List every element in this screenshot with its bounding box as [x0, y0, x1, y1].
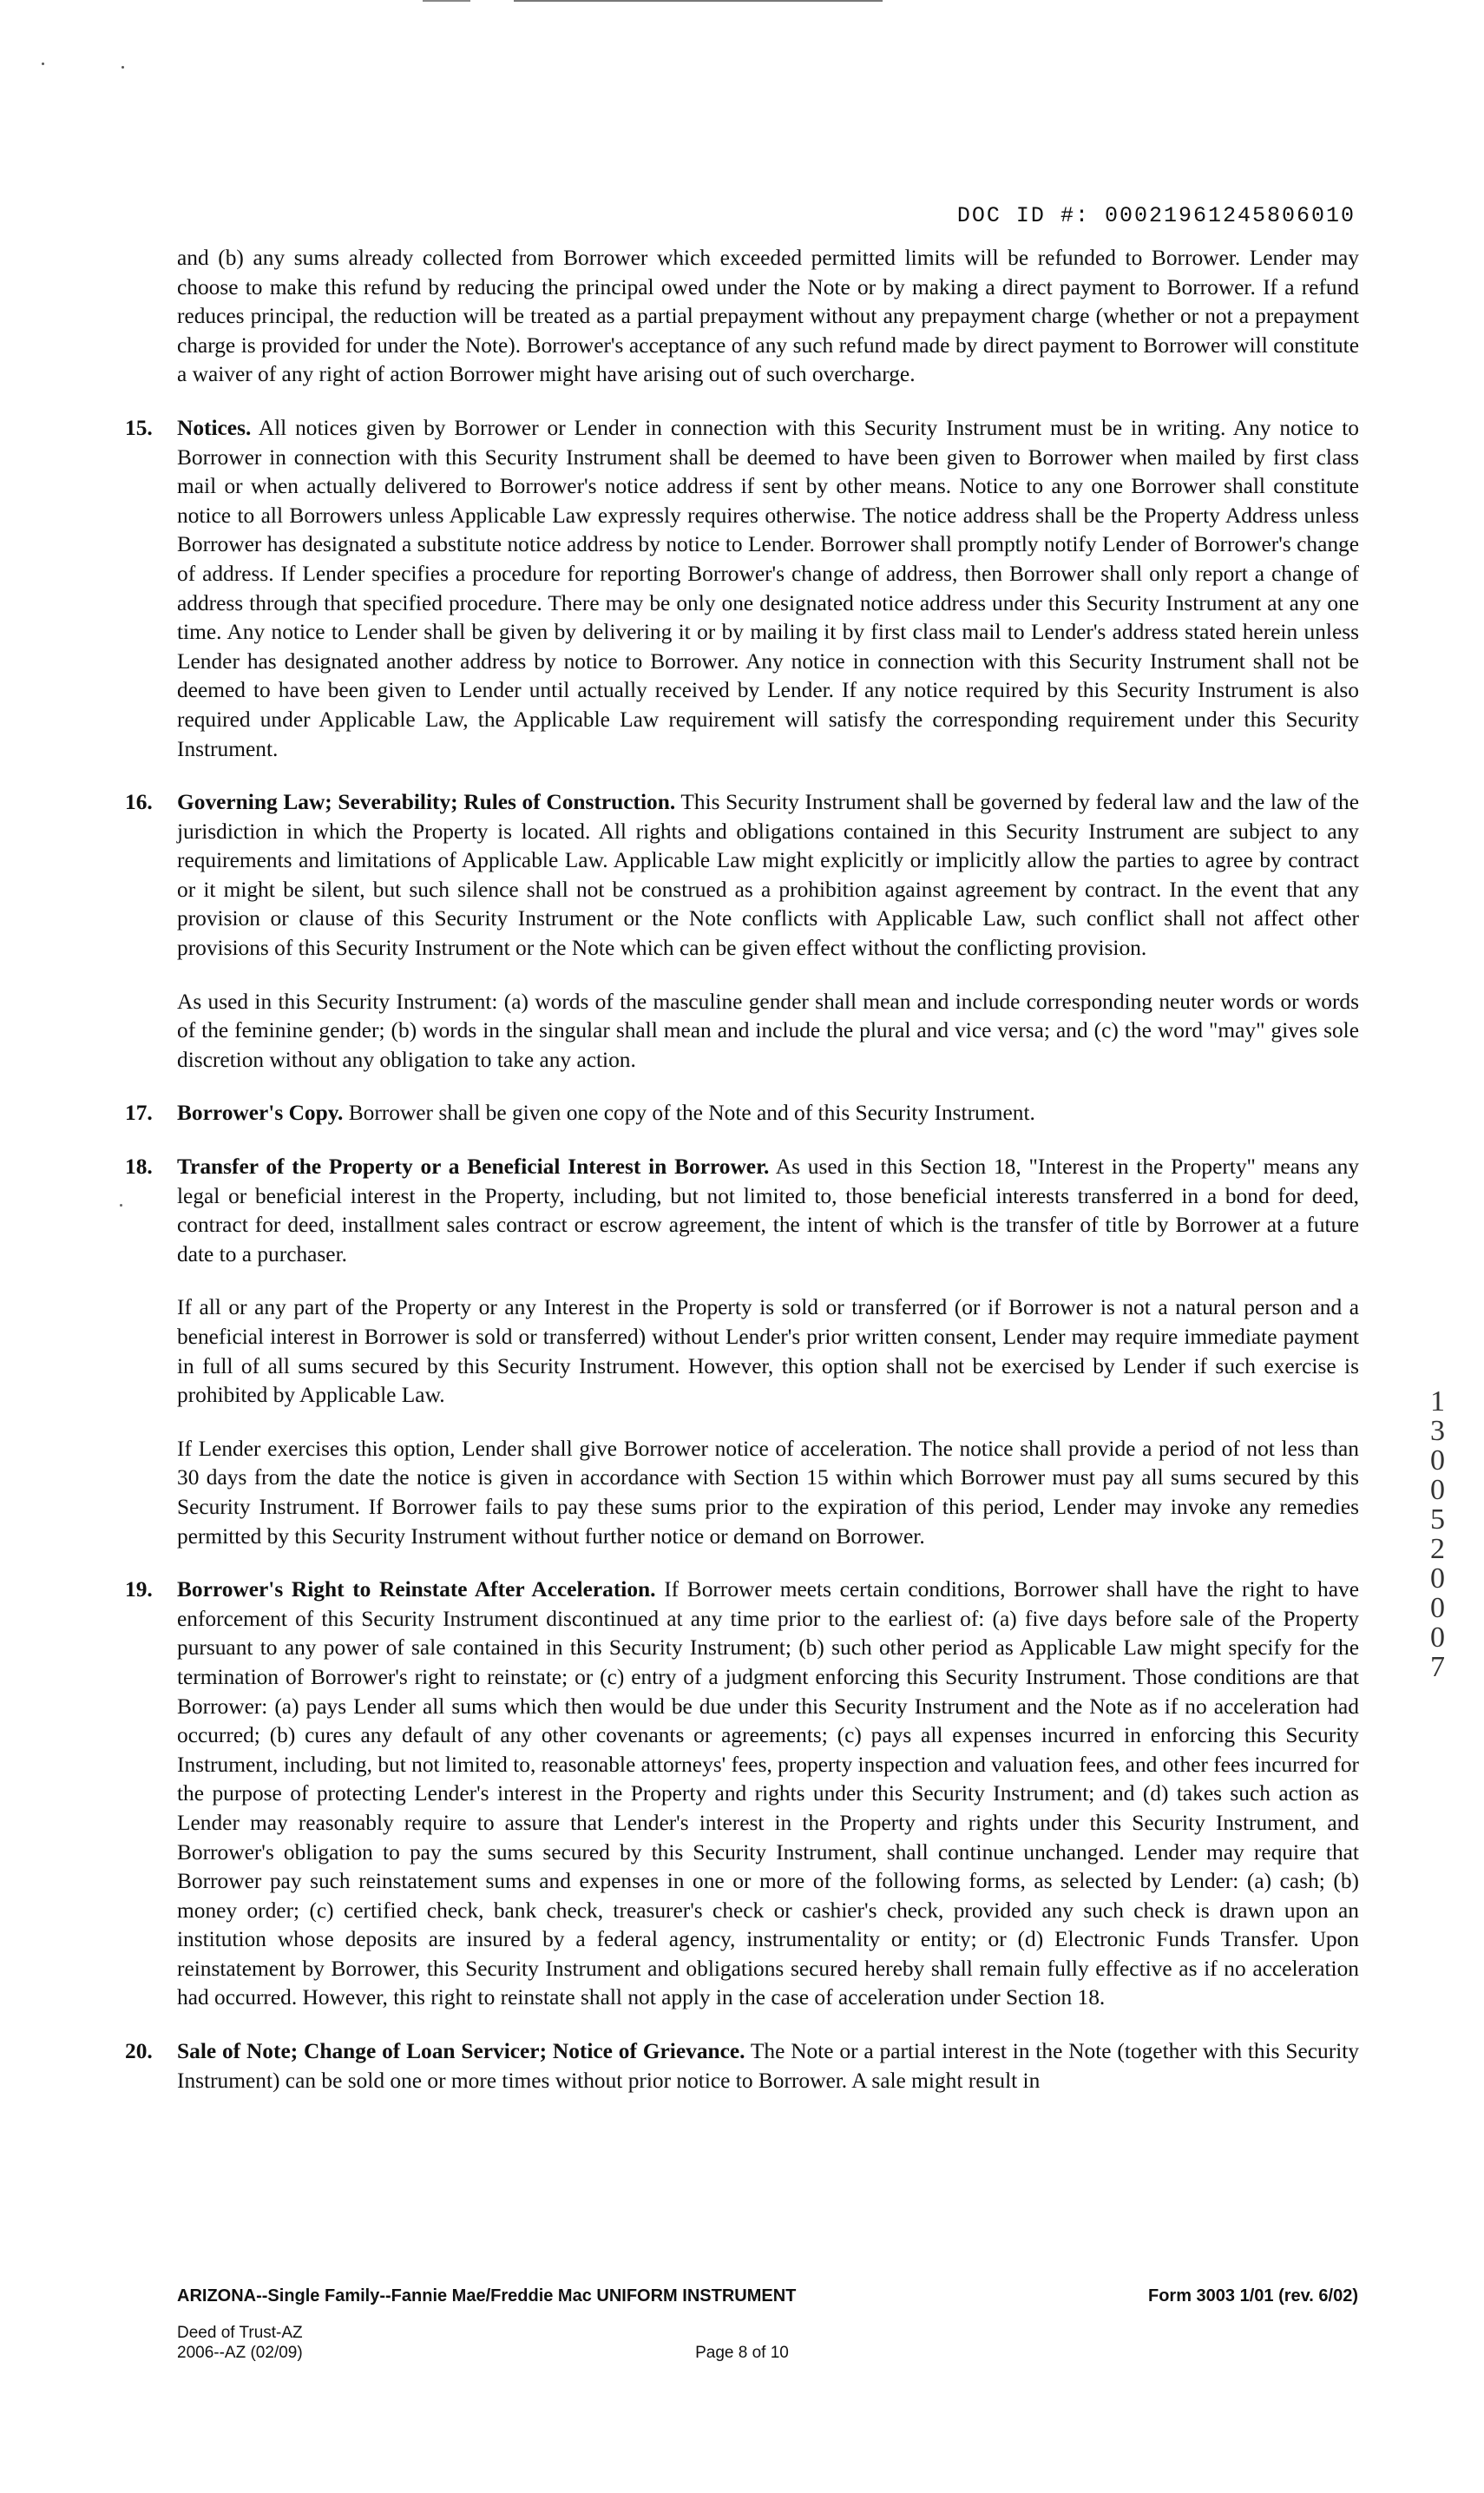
section-paragraph: [177, 1153, 1359, 1269]
footer-doc-code: 2006--AZ (02/09): [177, 2344, 303, 2362]
section-subparagraph: As used in this Security Instrument: (a) words of the masculine gender shall mean and include corresponding neuter words or words of the feminine gender; (b) words in the singular shall mean and include the plural and vice versa; and (c) the word "may" gives sole discretion without any obligation to take any action.: [177, 989, 1359, 1072]
side-stamp: 1300520007: [1430, 1385, 1445, 1683]
section-text: All notices given by Borrower or Lender in connection with this Security Instrument must be in writing. Any notice to Borrower in connection with this Security Instrument shall be deemed to have been given to Borrower when mailed by first class mail or when actually delivered to Borrower's notice address if sent by other means. Notice to any one Borrower shall constitute notice to all Borrowers unless Applicable Law expressly requires otherwise. The notice address shall be the Property Address unless Borrower has designated a substitute notice address by notice to Lender. Borrower shall promptly notify Lender of Borrower's change of address. If Lender specifies a procedure for reporting Borrower's change of address, then Borrower shall only report a change of address through that specified procedure. There may be only one designated notice address under this Security Instrument at any one time. Any notice to Lender shall be given by delivering it or by mailing it by first class mail to Lender's address stated herein unless Lender has designated another address by notice to Borrower. Any notice in connection with this Security Instrument shall not be deemed to have been given to Lender until actually received by Lender. If any notice required by this Security Instrument is also required under Applicable Law, the Applicable Law requirement will satisfy the corresponding requirement under this Security Instrument.: [177, 415, 1359, 761]
section-text: and (b) any sums already collected from Borrower which exceeded permitted limits will be refunded to Borrower. Lender may choose to make this refund by reducing the principal owed under the Note or by making a direct payment to Borrower. If a refund reduces principal, the reduction will be treated as a partial prepayment without any prepayment charge (whether or not a prepayment charge is provided for under the Note). Borrower's acceptance of any such refund made by direct payment to Borrower will constitute a waiver of any right of action Borrower might have arising out of such overcharge.: [177, 246, 1359, 387]
section-paragraph: [177, 2037, 1359, 2095]
document-body: [125, 244, 1359, 2120]
section-number: 17.: [125, 1101, 153, 1126]
section-17: [125, 1099, 1359, 1128]
page-number: Page 8 of 10: [695, 2344, 789, 2362]
footer-title: ARIZONA--Single Family--Fannie Mae/Freddie Mac UNIFORM INSTRUMENT: [177, 2286, 797, 2306]
section-heading: Sale of Note; Change of Loan Servicer; Notice of Grievance.: [177, 2039, 745, 2064]
section-text: If Borrower meets certain conditions, Borrower shall have the right to have enforcement of this Security Instrument discontinued at any time prior to the earliest of: (a) five days before sale of the Property pursuant to any power of sale contained in this Security Instrument; (b) such other period as Applicable Law might specify for the termination of Borrower's right to reinstate; or (c) entry of a judgment enforcing this Security Instrument. Those conditions are that Borrower: (a) pays Lender all sums which then would be due under this Security Instrument and the Note as if no acceleration had occurred; (b) cures any default of any other covenants or agreements; (c) pays all expenses incurred in enforcing this Security Instrument, including, but not limited to, reasonable attorneys' fees, property inspection and valuation fees, and other fees incurred for the purpose of protecting Lender's interest in the Property and rights under this Security Instrument; and (d) takes such action as Lender may reasonably require to assure that Lender's interest in the Property and rights under this Security Instrument, and Borrower's obligation to pay the sums secured by this Security Instrument, shall continue unchanged. Lender may require that Borrower pay such reinstatement sums and expenses in one or more of the following forms, as selected by Lender: (a) cash; (b) money order; (c) certified check, bank check, treasurer's check or cashier's check, provided any such check is drawn upon an institution whose deposits are insured by a federal agency, instrumentality or entity; or (d) Electronic Funds Transfer. Upon reinstatement by Borrower, this Security Instrument and obligations secured hereby shall remain fully effective as if no acceleration had occurred. However, this right to reinstate shall not apply in the case of acceleration under Section 18.: [177, 1577, 1359, 2010]
footer-doc-type: Deed of Trust-AZ: [177, 2324, 303, 2342]
section-heading: Notices.: [177, 415, 252, 440]
section-19: [125, 1575, 1359, 2013]
section-heading: Borrower's Copy.: [177, 1101, 344, 1126]
scan-speck: [121, 66, 124, 69]
section-heading: Governing Law; Severability; Rules of Construction.: [177, 790, 676, 815]
section-subparagraph: If Lender exercises this option, Lender shall give Borrower notice of acceleration. The notice shall provide a period of not less than 30 days from the date the notice is given in accordance with Section 15 within which Borrower must pay all sums secured by this Security Instrument. If Borrower fails to pay these sums prior to the expiration of this period, Lender may invoke any remedies permitted by this Security Instrument without further notice or demand on Borrower.: [177, 1436, 1359, 1549]
section-number: 18.: [125, 1154, 153, 1180]
footer-form-number: Form 3003 1/01 (rev. 6/02): [1148, 2286, 1358, 2306]
section-15: [125, 414, 1359, 764]
section-paragraph: [177, 414, 1359, 764]
section-heading: Transfer of the Property or a Beneficial Interest in Borrower.: [177, 1154, 770, 1180]
section-18: [125, 1153, 1359, 1551]
section-text: Borrower shall be given one copy of the Note and of this Security Instrument.: [343, 1101, 1035, 1126]
section-heading: Borrower's Right to Reinstate After Acceleration.: [177, 1577, 656, 1602]
section-text: As used in this Section 18, "Interest in the Property" means any legal or beneficial interest in the Property, including, but not limited to, those beneficial interests transferred in a bond for deed, contract for deed, installment sales contract or escrow agreement, the intent of which is the transfer of title by Borrower at a future date to a purchaser.: [177, 1154, 1359, 1266]
section-number: 15.: [125, 415, 153, 440]
section-paragraph: [177, 1099, 1359, 1128]
section-continuation: [177, 244, 1359, 390]
section-number: 20.: [125, 2039, 153, 2064]
section-paragraph: [177, 1575, 1359, 2013]
scan-speck: [120, 1204, 122, 1207]
section-20: [125, 2037, 1359, 2095]
section-subparagraph: If all or any part of the Property or any Interest in the Property is sold or transferred (or if Borrower is not a natural person and a beneficial interest in Borrower is sold or transferred) without Lender's prior written consent, Lender may require immediate payment in full of all sums secured by this Security Instrument. However, this option shall not be exercised by Lender if such exercise is prohibited by Applicable Law.: [177, 1295, 1359, 1408]
section-paragraph: [177, 788, 1359, 964]
scan-speck: [42, 62, 44, 65]
section-number: 19.: [125, 1577, 153, 1602]
section-text: The Note or a partial interest in the Note (together with this Security Instrument) can be sold one or more times without prior notice to Borrower. A sale might result in: [177, 2039, 1359, 2093]
section-number: 16.: [125, 790, 153, 815]
section-text: This Security Instrument shall be governed by federal law and the law of the jurisdiction in which the Property is located. All rights and obligations contained in this Security Instrument are subject to any requirements and limitations of Applicable Law. Applicable Law might explicitly or implicitly allow the parties to agree by contract or it might be silent, but such silence shall not be construed as a prohibition against agreement by contract. In the event that any provision or clause of this Security Instrument or the Note conflicts with Applicable Law, such conflict shall not affect other provisions of this Security Instrument or the Note which can be given effect without the conflicting provision.: [177, 790, 1359, 961]
section-16: [125, 788, 1359, 1075]
section-paragraph: [177, 244, 1359, 390]
scan-artifact-line: [423, 0, 470, 2]
scan-artifact-line: [514, 0, 883, 2]
doc-id: DOC ID #: 00021961245806010: [956, 203, 1356, 228]
